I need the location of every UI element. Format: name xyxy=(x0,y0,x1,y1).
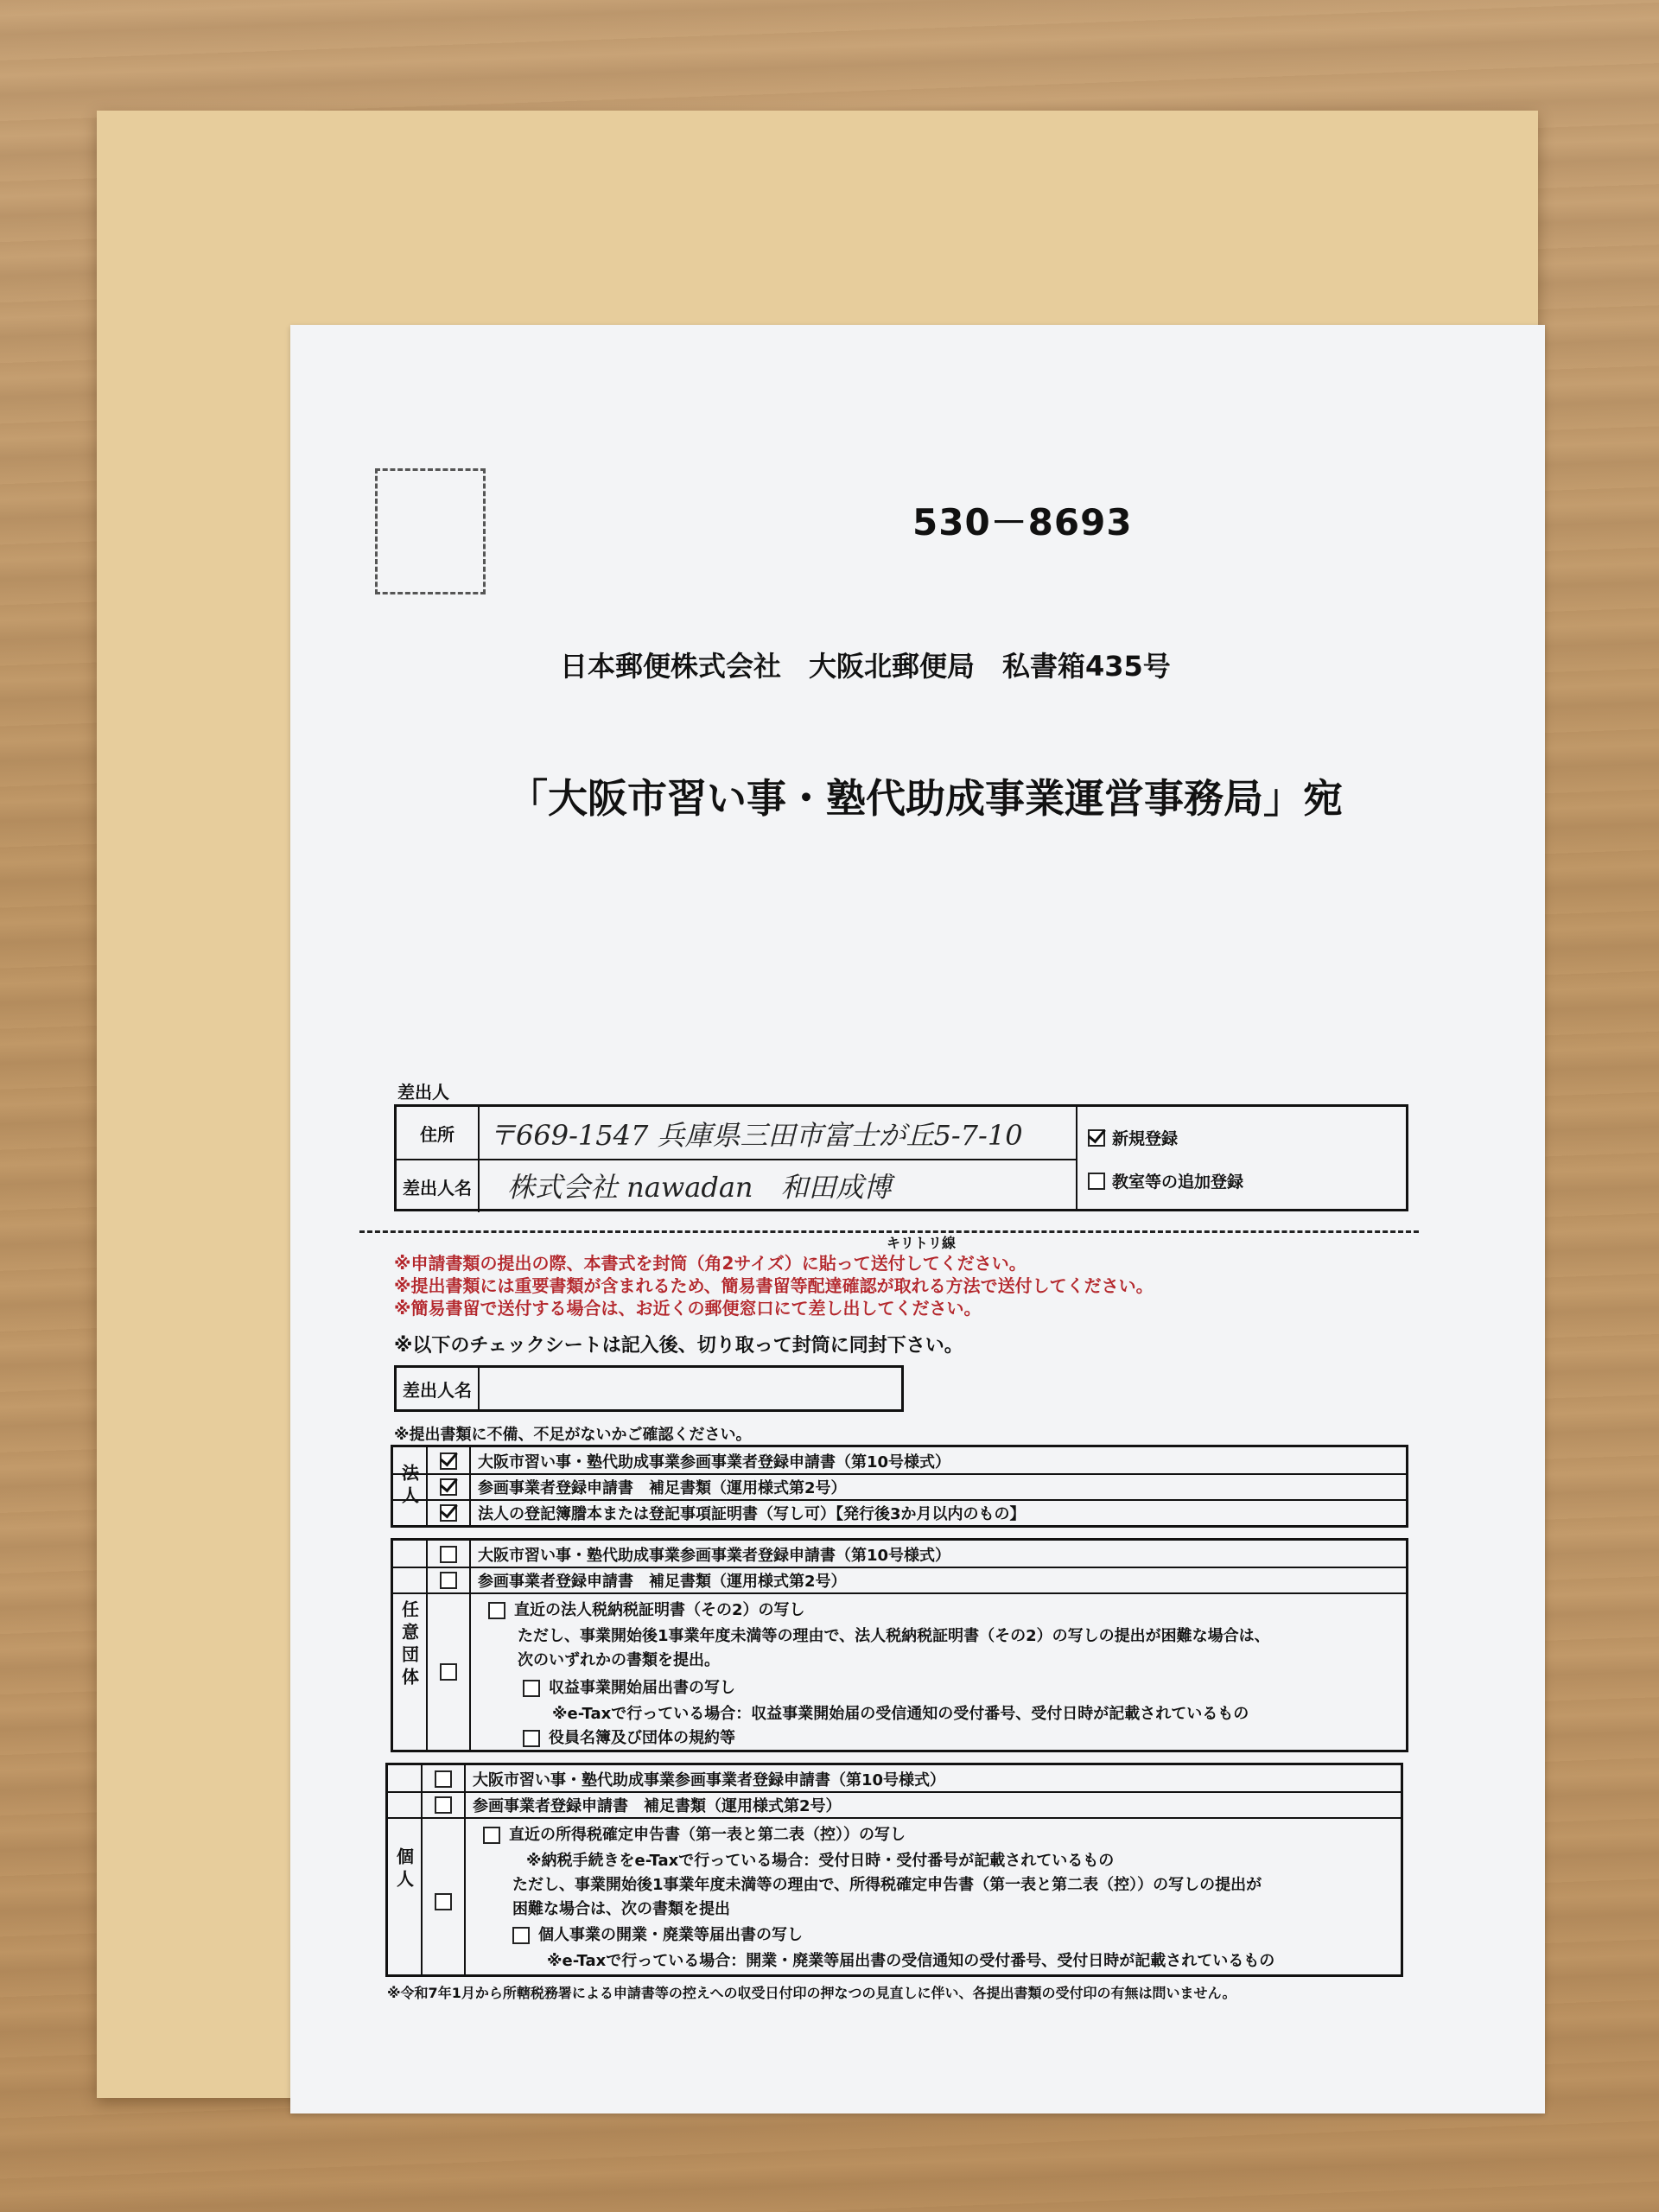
notice-line: ※申請書類の提出の際、本書式を封筒（角2サイズ）に貼って送付してください。 xyxy=(394,1253,1027,1274)
sub-item[interactable] xyxy=(512,1923,803,1945)
checkbox-checked[interactable] xyxy=(1088,1129,1105,1147)
section-label: 法人 xyxy=(393,1447,428,1525)
cut-line-label: キリトリ線 xyxy=(887,1235,957,1251)
sub-item-text: 個人事業の開業・廃業等届出書の写し xyxy=(538,1926,803,1944)
sub-item-text: 収益事業開始届出書の写し xyxy=(549,1679,735,1697)
envelope xyxy=(97,111,1538,2098)
sub-note: ただし、事業開始後1事業年度未満等の理由で、所得税確定申告書（第一表と第二表（控））の写しの提出が xyxy=(512,1876,1262,1894)
checkbox[interactable] xyxy=(435,1796,452,1814)
checklist-item: 参画事業者登録申請書 補足書類（運用様式第2号） xyxy=(473,1797,842,1815)
checkbox[interactable] xyxy=(440,1663,457,1681)
mailing-form-sheet xyxy=(290,325,1545,2113)
stamp-placeholder xyxy=(375,468,486,594)
sub-note: ※e-Taxで行っている場合：開業・廃業等届出書の受信通知の受付番号、受付日時が記載されているもの xyxy=(547,1952,1275,1970)
checklist-item: 大阪市習い事・塾代助成事業参画事業者登録申請書（第10号様式） xyxy=(478,1453,951,1471)
checkbox[interactable] xyxy=(1088,1173,1105,1190)
section-label: 個人 xyxy=(388,1765,423,1974)
checklist-row[interactable] xyxy=(388,1791,1401,1819)
option-label: 新規登録 xyxy=(1112,1129,1179,1148)
checklist-row[interactable] xyxy=(393,1499,1406,1525)
confirm-note: ※提出書類に不備、不足がないかご確認ください。 xyxy=(394,1426,752,1444)
checkbox-checked[interactable] xyxy=(440,1478,457,1496)
sub-item[interactable] xyxy=(488,1598,805,1620)
notice-line: ※提出書類には重要書類が含まれるため、簡易書留等配達確認が取れる方法で送付してください。 xyxy=(394,1275,1154,1296)
sub-note: ※納税手続きをe-Taxで行っている場合：受付日時・受付番号が記載されているもの xyxy=(526,1852,1115,1870)
checklist-row[interactable] xyxy=(393,1541,1406,1568)
sub-item[interactable] xyxy=(483,1822,906,1845)
option-label: 教室等の追加登録 xyxy=(1112,1173,1244,1192)
checklist-item: 法人の登記簿謄本または登記事項証明書（写し可）【発行後3か月以内のもの】 xyxy=(478,1505,1026,1523)
checkbox-checked[interactable] xyxy=(440,1504,457,1522)
checklist-row[interactable] xyxy=(393,1447,1406,1475)
sub-note: ※e-Taxで行っている場合：収益事業開始届の受信通知の受付番号、受付日時が記載されているもの xyxy=(552,1705,1249,1723)
checkbox[interactable] xyxy=(440,1546,457,1563)
section-corporate xyxy=(391,1445,1408,1528)
postal-code: 530－8693 xyxy=(912,501,1133,543)
checkbox[interactable] xyxy=(435,1893,452,1910)
sender-name-box-label: 差出人名 xyxy=(397,1368,480,1409)
sender-name-label: 差出人名 xyxy=(397,1159,480,1212)
section-voluntary-group xyxy=(391,1538,1408,1752)
recipient-name: 「大阪市習い事・塾代助成事業運営事務局」宛 xyxy=(508,775,1343,822)
checkbox[interactable] xyxy=(488,1602,505,1619)
checksheet-note: ※以下のチェックシートは記入後、切り取って封筒に同封下さい。 xyxy=(394,1335,963,1357)
checklist-item: 参画事業者登録申請書 補足書類（運用様式第2号） xyxy=(478,1573,847,1591)
checkbox-checked[interactable] xyxy=(440,1452,457,1470)
checkbox[interactable] xyxy=(435,1770,452,1788)
handwritten-address[interactable]: 〒669-1547 兵庫県三田市富士が丘5-7-10 xyxy=(488,1119,1023,1152)
sub-note: 次のいずれかの書類を提出。 xyxy=(518,1651,720,1669)
checklist-item: 参画事業者登録申請書 補足書類（運用様式第2号） xyxy=(478,1479,847,1497)
sender-caption: 差出人 xyxy=(397,1082,449,1103)
option-additional-registration[interactable] xyxy=(1088,1169,1243,1192)
checkbox[interactable] xyxy=(512,1927,530,1944)
checklist-row[interactable] xyxy=(393,1473,1406,1501)
checklist-row[interactable] xyxy=(393,1567,1406,1594)
address-label: 住所 xyxy=(397,1107,480,1159)
row-divider xyxy=(478,1159,1076,1160)
sender-name-box[interactable] xyxy=(394,1365,904,1412)
handwritten-sender-name[interactable]: 株式会社 nawadan 和田成博 xyxy=(507,1171,892,1204)
destination-address: 日本郵便株式会社 大阪北郵便局 私書箱435号 xyxy=(560,650,1171,683)
section-label: 任意団体 xyxy=(393,1541,428,1750)
section-individual xyxy=(385,1763,1403,1977)
option-new-registration[interactable] xyxy=(1088,1126,1178,1149)
sub-item-text: 直近の所得税確定申告書（第一表と第二表（控））の写し xyxy=(509,1826,906,1844)
footnote: ※令和7年1月から所轄税務署による申請書等の控えへの収受日付印の押なつの見直しに伴い、各提出書類の受付印の有無は問いません。 xyxy=(387,1985,1236,2001)
checkbox[interactable] xyxy=(523,1680,540,1697)
sub-item[interactable] xyxy=(523,1726,735,1748)
checkbox[interactable] xyxy=(440,1572,457,1589)
sub-item-text: 役員名簿及び団体の規約等 xyxy=(549,1729,735,1747)
sub-item-text: 直近の法人税納税証明書（その2）の写し xyxy=(514,1601,805,1619)
sub-note: ただし、事業開始後1事業年度未満等の理由で、法人税納税証明書（その2）の写しの提出が困難な場合は、 xyxy=(518,1627,1270,1645)
checklist-item: 大阪市習い事・塾代助成事業参画事業者登録申請書（第10号様式） xyxy=(478,1547,951,1565)
checklist-row[interactable] xyxy=(388,1765,1401,1793)
checkbox[interactable] xyxy=(483,1827,500,1844)
checklist-item: 大阪市習い事・塾代助成事業参画事業者登録申請書（第10号様式） xyxy=(473,1771,946,1789)
sub-item[interactable] xyxy=(523,1675,735,1698)
column-divider xyxy=(1076,1107,1077,1209)
notice-line: ※簡易書留で送付する場合は、お近くの郵便窓口にて差し出してください。 xyxy=(394,1298,982,1319)
sender-table xyxy=(394,1104,1408,1211)
checkbox[interactable] xyxy=(523,1730,540,1747)
sub-note: 困難な場合は、次の書類を提出 xyxy=(512,1900,730,1918)
